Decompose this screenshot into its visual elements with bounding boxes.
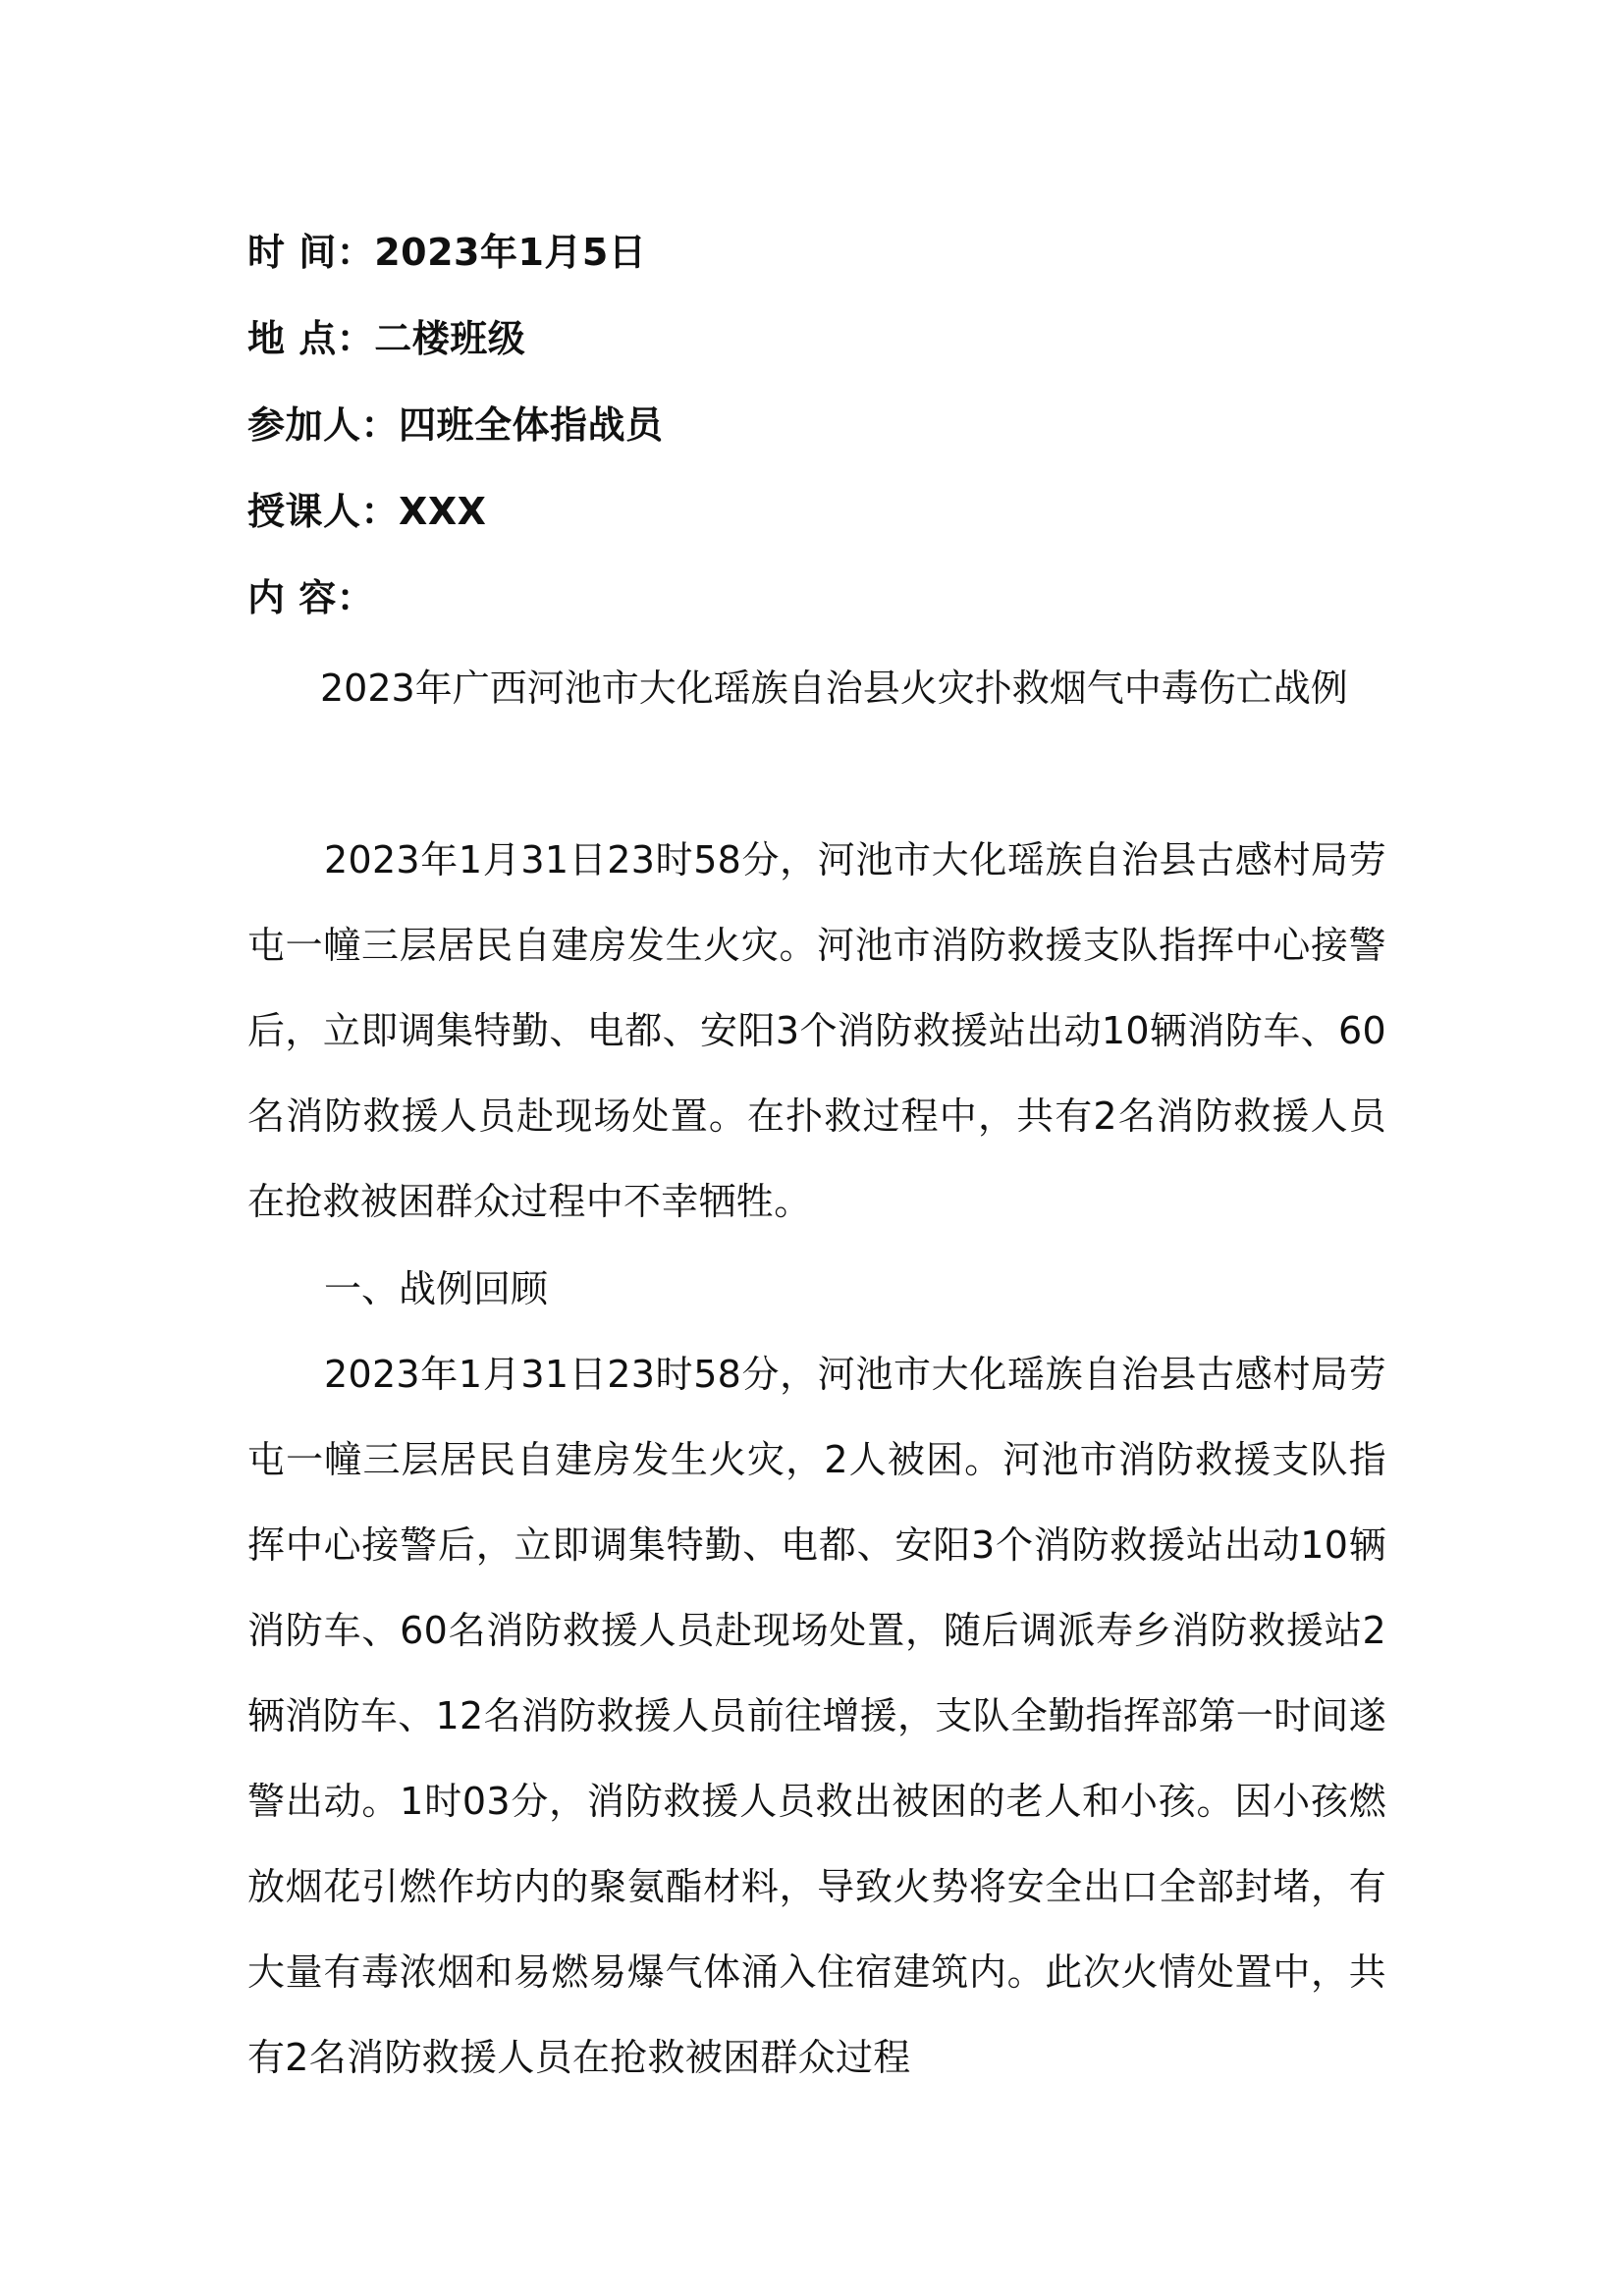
meta-time-label: 时 间： (247, 231, 375, 274)
meta-place (247, 314, 525, 363)
meta-content (247, 573, 374, 622)
meta-lecturer-label: 授课人： (247, 490, 400, 533)
section-heading: 一、战例回顾 (324, 1267, 549, 1310)
meta-participants-label: 参加人： (247, 403, 400, 447)
meta-content-label: 内 容： (247, 576, 375, 619)
meta-lecturer (247, 487, 486, 536)
meta-time (247, 228, 646, 277)
meta-participants (247, 400, 664, 450)
meta-place-value: 二楼班级 (374, 317, 526, 360)
meta-time-value: 2023年1月5日 (374, 231, 647, 274)
intro-paragraph: 2023年1月31日23时58分，河池市大化瑶族自治县古感村局劳屯一幢三层居民自建房发生火灾。河池市消防救援支队指挥中心接警后，立即调集特勤、电都、安阳3个消防救援站出动10辆消防车、60名消防救援人员赴现场处置。在扑救过程中，共有2名消防救援人员在抢救被困群众过程中不幸牺牲。 (247, 838, 1386, 1223)
document-title: 2023年广西河池市大化瑶族自治县火灾扑救烟气中毒伤亡战例 (320, 667, 1348, 710)
meta-lecturer-value: XXX (399, 490, 487, 533)
meta-participants-value: 四班全体指战员 (399, 403, 664, 447)
meta-place-label: 地 点： (247, 317, 375, 360)
review-paragraph: 2023年1月31日23时58分，河池市大化瑶族自治县古感村局劳屯一幢三层居民自建房发生火灾，2人被困。河池市消防救援支队指挥中心接警后，立即调集特勤、电都、安阳3个消防救援站出动10辆消防车、60名消防救援人员赴现场处置，随后调派寿乡消防救援站2辆消防车、12名消防救援人员前往增援，支队全勤指挥部第一时间遂警出动。1时03分，消防救援人员救出被困的老人和小孩。因小孩燃放烟花引燃作坊内的聚氨酯材料，导致火势将安全出口全部封堵，有大量有毒浓烟和易燃易爆气体涌入住宿建筑内。此次火情处置中，共有2名消防救援人员在抢救被困群众过程 (247, 1353, 1386, 2079)
